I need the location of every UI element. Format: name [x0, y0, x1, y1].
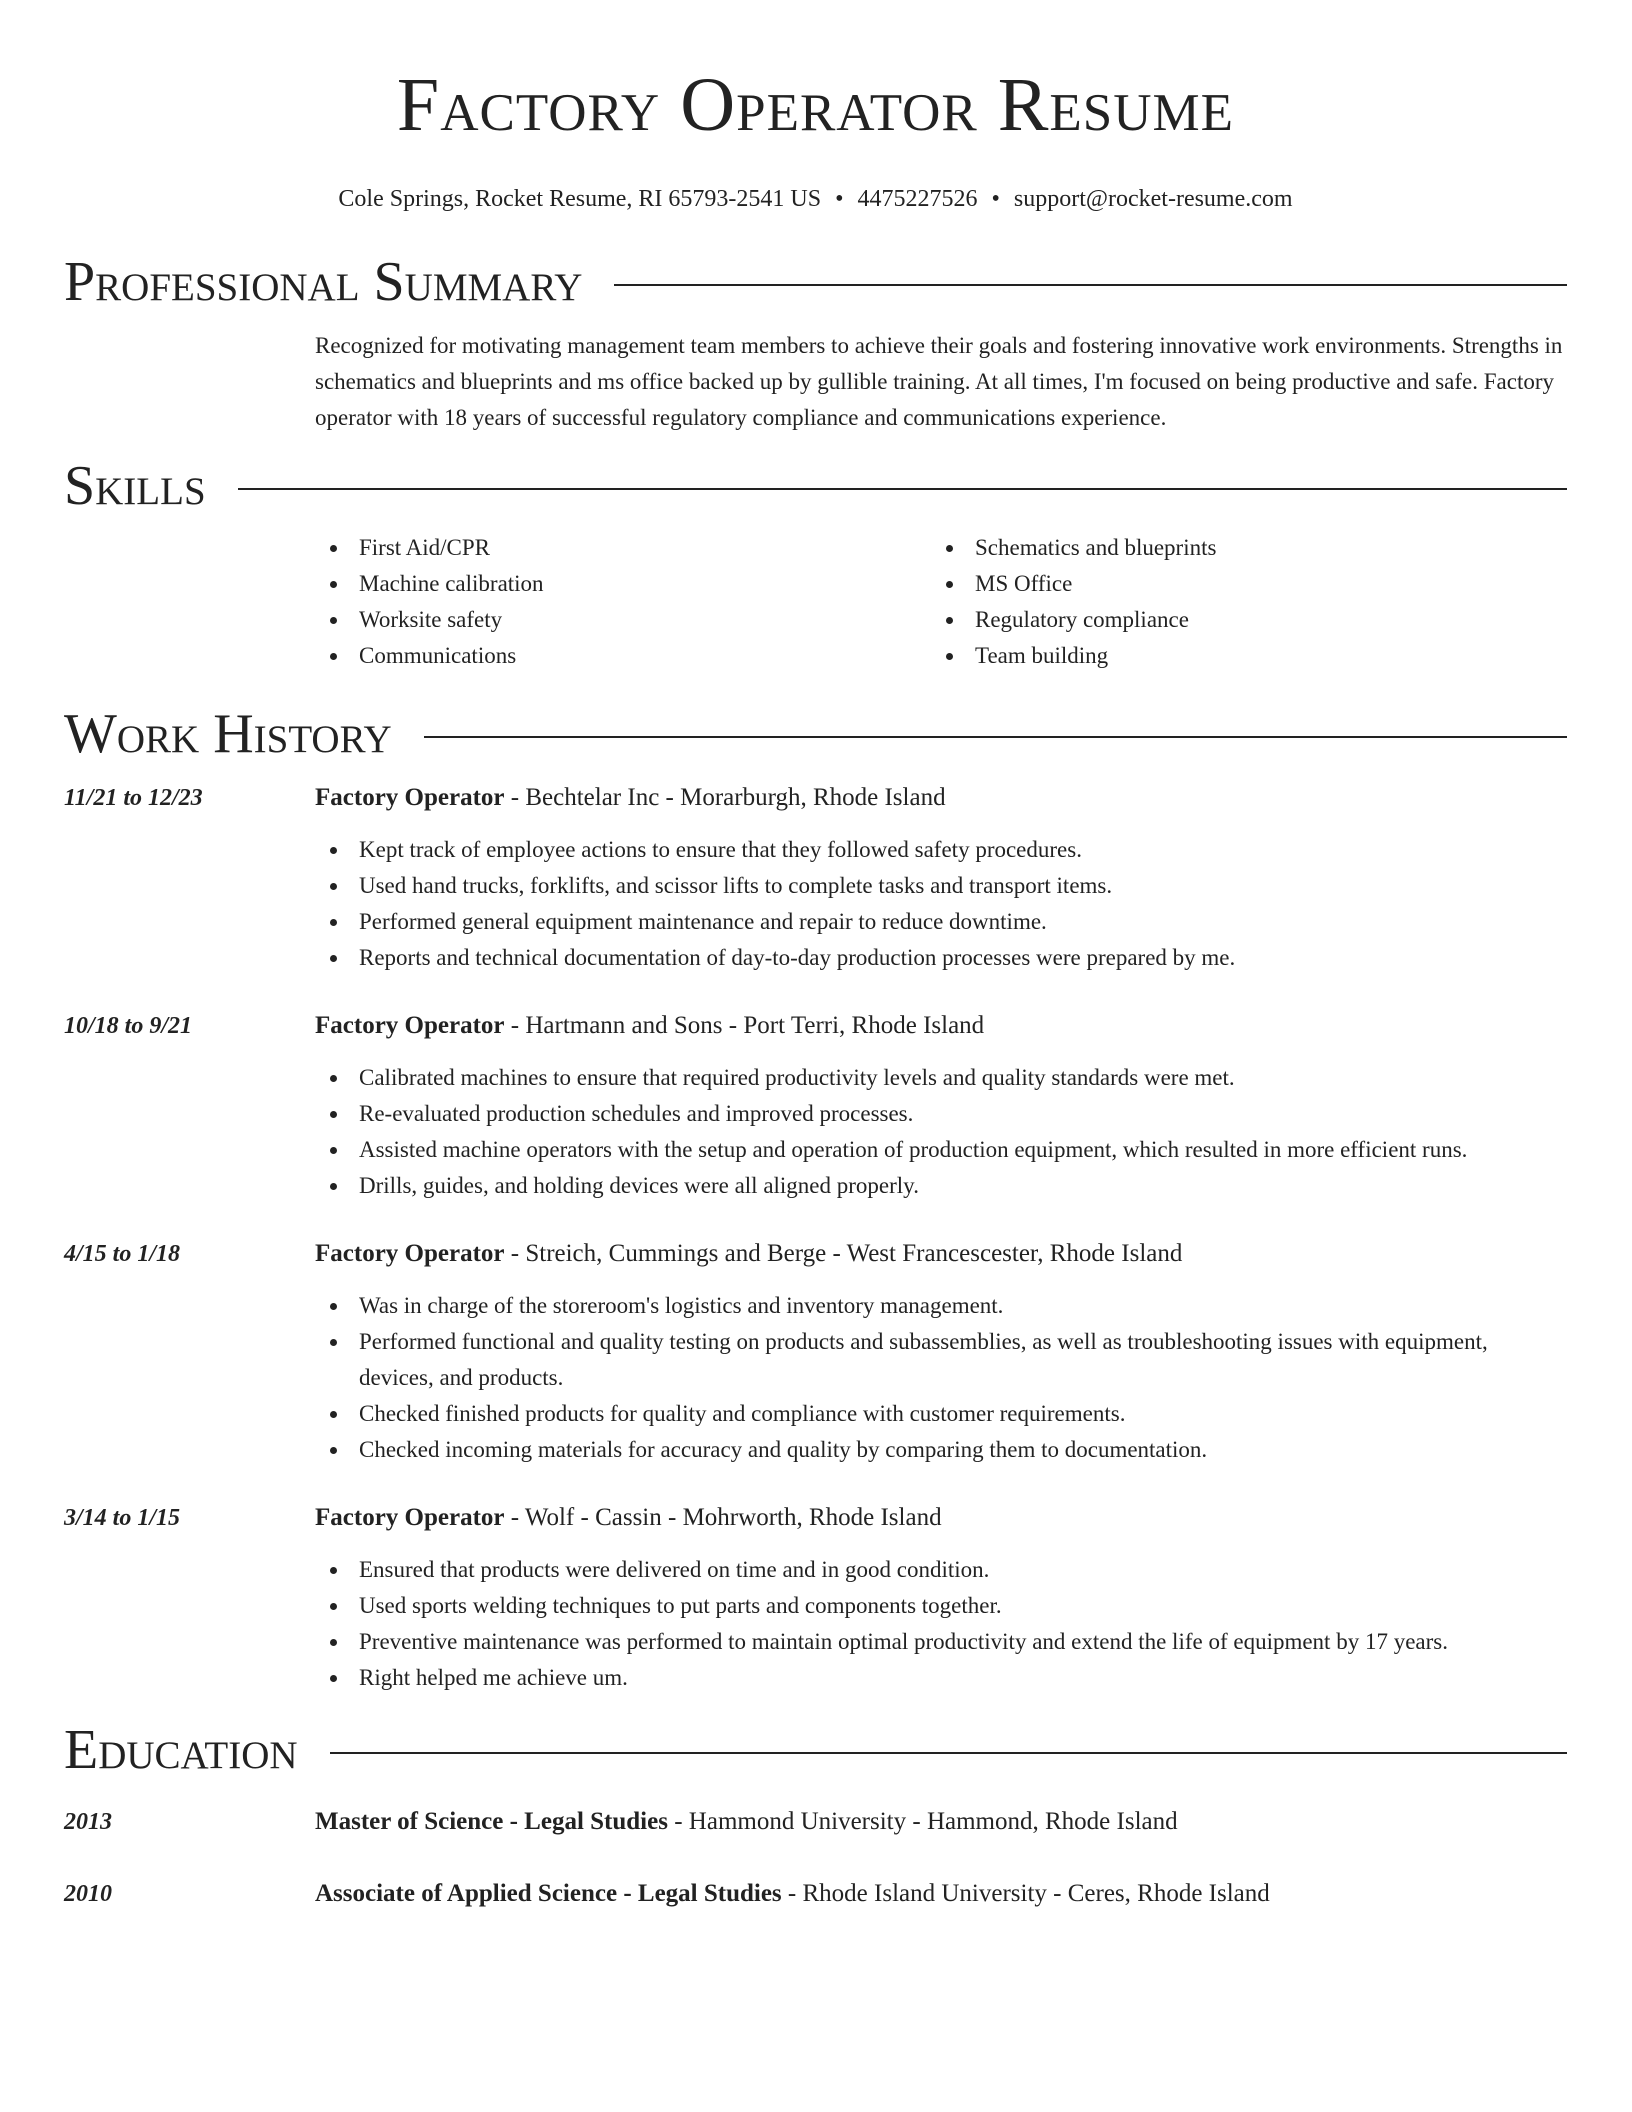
job-bullet: Checked incoming materials for accuracy and quality by comparing them to documentation.: [315, 1432, 1567, 1468]
job-bullet: Performed general equipment maintenance and repair to reduce downtime.: [315, 904, 1567, 940]
contact-separator: •: [991, 186, 1000, 212]
job-title: Factory Operator: [315, 1240, 505, 1267]
job-bullet: Drills, guides, and holding devices were all aligned properly.: [315, 1168, 1567, 1204]
education-heading-text: Education: [64, 1719, 298, 1781]
job-header: [64, 1502, 1567, 1534]
work-heading-text: Work History: [64, 703, 392, 765]
skill-item: MS Office: [931, 566, 1547, 602]
education-year: 2010: [64, 1881, 112, 1907]
job-bullets: [315, 1060, 1567, 1204]
job-title: Factory Operator: [315, 1504, 505, 1531]
job-details: - Bechtelar Inc - Morarburgh, Rhode Island: [504, 784, 946, 811]
job-title: Factory Operator: [315, 784, 505, 811]
education-details: - Hammond University - Hammond, Rhode Island: [667, 1808, 1178, 1835]
education-entry: [64, 1878, 1567, 1910]
contact-line: [64, 184, 1567, 214]
job-bullet: Checked finished products for quality and compliance with customer requirements.: [315, 1396, 1567, 1432]
job-details: - Hartmann and Sons - Port Terri, Rhode Island: [504, 1012, 985, 1039]
skills-section-heading: [64, 456, 1567, 516]
job-entry: [64, 782, 1567, 976]
job-header: [64, 1238, 1567, 1270]
education-section-heading: [64, 1720, 1567, 1780]
job-bullets: [315, 832, 1567, 976]
resume-page: [64, 0, 1567, 1910]
job-header: [64, 1010, 1567, 1042]
job-header: [64, 782, 1567, 814]
skills-column-right: [931, 530, 1547, 674]
skills-heading-text: Skills: [64, 455, 206, 517]
job-bullet: Assisted machine operators with the setup and operation of production equipment, which resulted in more efficient runs.: [315, 1132, 1567, 1168]
job-title: Factory Operator: [315, 1012, 505, 1039]
skill-item: Machine calibration: [315, 566, 931, 602]
job-entry: [64, 1238, 1567, 1468]
job-dates: 3/14 to 1/15: [64, 1505, 181, 1531]
education-year: 2013: [64, 1809, 112, 1835]
skill-item: Communications: [315, 638, 931, 674]
contact-email[interactable]: support@rocket-resume.com: [1013, 186, 1293, 212]
job-bullet: Used sports welding techniques to put parts and components together.: [315, 1588, 1567, 1624]
skill-item: First Aid/CPR: [315, 530, 931, 566]
education-entry: [64, 1806, 1567, 1838]
job-bullet: Used hand trucks, forklifts, and scissor lifts to complete tasks and transport items.: [315, 868, 1567, 904]
job-bullet: Calibrated machines to ensure that required productivity levels and quality standards were met.: [315, 1060, 1567, 1096]
work-section-heading: [64, 704, 1567, 764]
education-degree: Master of Science - Legal Studies: [315, 1808, 668, 1835]
job-bullet: Right helped me achieve um.: [315, 1660, 1567, 1696]
skills-list: [315, 530, 1567, 674]
section-divider: [238, 488, 1567, 490]
section-divider: [330, 1752, 1567, 1754]
skills-column-left: [315, 530, 931, 674]
contact-separator: •: [835, 186, 844, 212]
job-details: - Wolf - Cassin - Mohrworth, Rhode Island: [504, 1504, 942, 1531]
job-bullet: Was in charge of the storeroom's logistics and inventory management.: [315, 1288, 1567, 1324]
job-dates: 4/15 to 1/18: [64, 1241, 181, 1267]
job-bullet: Performed functional and quality testing on products and subassemblies, as well as troubleshooting issues with equipment, devices, and products.: [315, 1324, 1567, 1396]
job-dates: 11/21 to 12/23: [64, 785, 203, 811]
job-bullet: Reports and technical documentation of day-to-day production processes were prepared by me.: [315, 940, 1567, 976]
job-dates: 10/18 to 9/21: [64, 1013, 193, 1039]
section-divider: [424, 736, 1567, 738]
job-bullet: Ensured that products were delivered on time and in good condition.: [315, 1552, 1567, 1588]
job-bullet: Re-evaluated production schedules and improved processes.: [315, 1096, 1567, 1132]
job-entry: [64, 1010, 1567, 1204]
education-degree: Associate of Applied Science - Legal Studies: [315, 1880, 782, 1907]
job-bullet: Kept track of employee actions to ensure that they followed safety procedures.: [315, 832, 1567, 868]
contact-address: Cole Springs, Rocket Resume, RI 65793-2541 US: [338, 186, 822, 212]
summary-section-heading: [64, 252, 1567, 312]
contact-phone: 4475227526: [857, 186, 978, 212]
job-entry: [64, 1502, 1567, 1696]
job-details: - Streich, Cummings and Berge - West Francescester, Rhode Island: [504, 1240, 1183, 1267]
skill-item: Team building: [931, 638, 1547, 674]
resume-title: Factory Operator Resume: [396, 63, 1235, 147]
skill-item: Worksite safety: [315, 602, 931, 638]
skill-item: Regulatory compliance: [931, 602, 1547, 638]
job-bullets: [315, 1552, 1567, 1696]
summary-heading-text: Professional Summary: [64, 251, 583, 313]
job-bullets: [315, 1288, 1567, 1468]
job-bullet: Preventive maintenance was performed to maintain optimal productivity and extend the life of equipment by 17 years.: [315, 1624, 1567, 1660]
skill-item: Schematics and blueprints: [931, 530, 1547, 566]
summary-text: Recognized for motivating management team members to achieve their goals and fostering innovative work environments. Strengths in schematics and blueprints and ms office backed up by gullible training. At all times, I'm focused on being productive and safe. Factory operator with 18 years of successful regulatory compliance and communications experience.: [315, 333, 1563, 430]
section-divider: [614, 284, 1567, 286]
education-details: - Rhode Island University - Ceres, Rhode Island: [781, 1880, 1270, 1907]
